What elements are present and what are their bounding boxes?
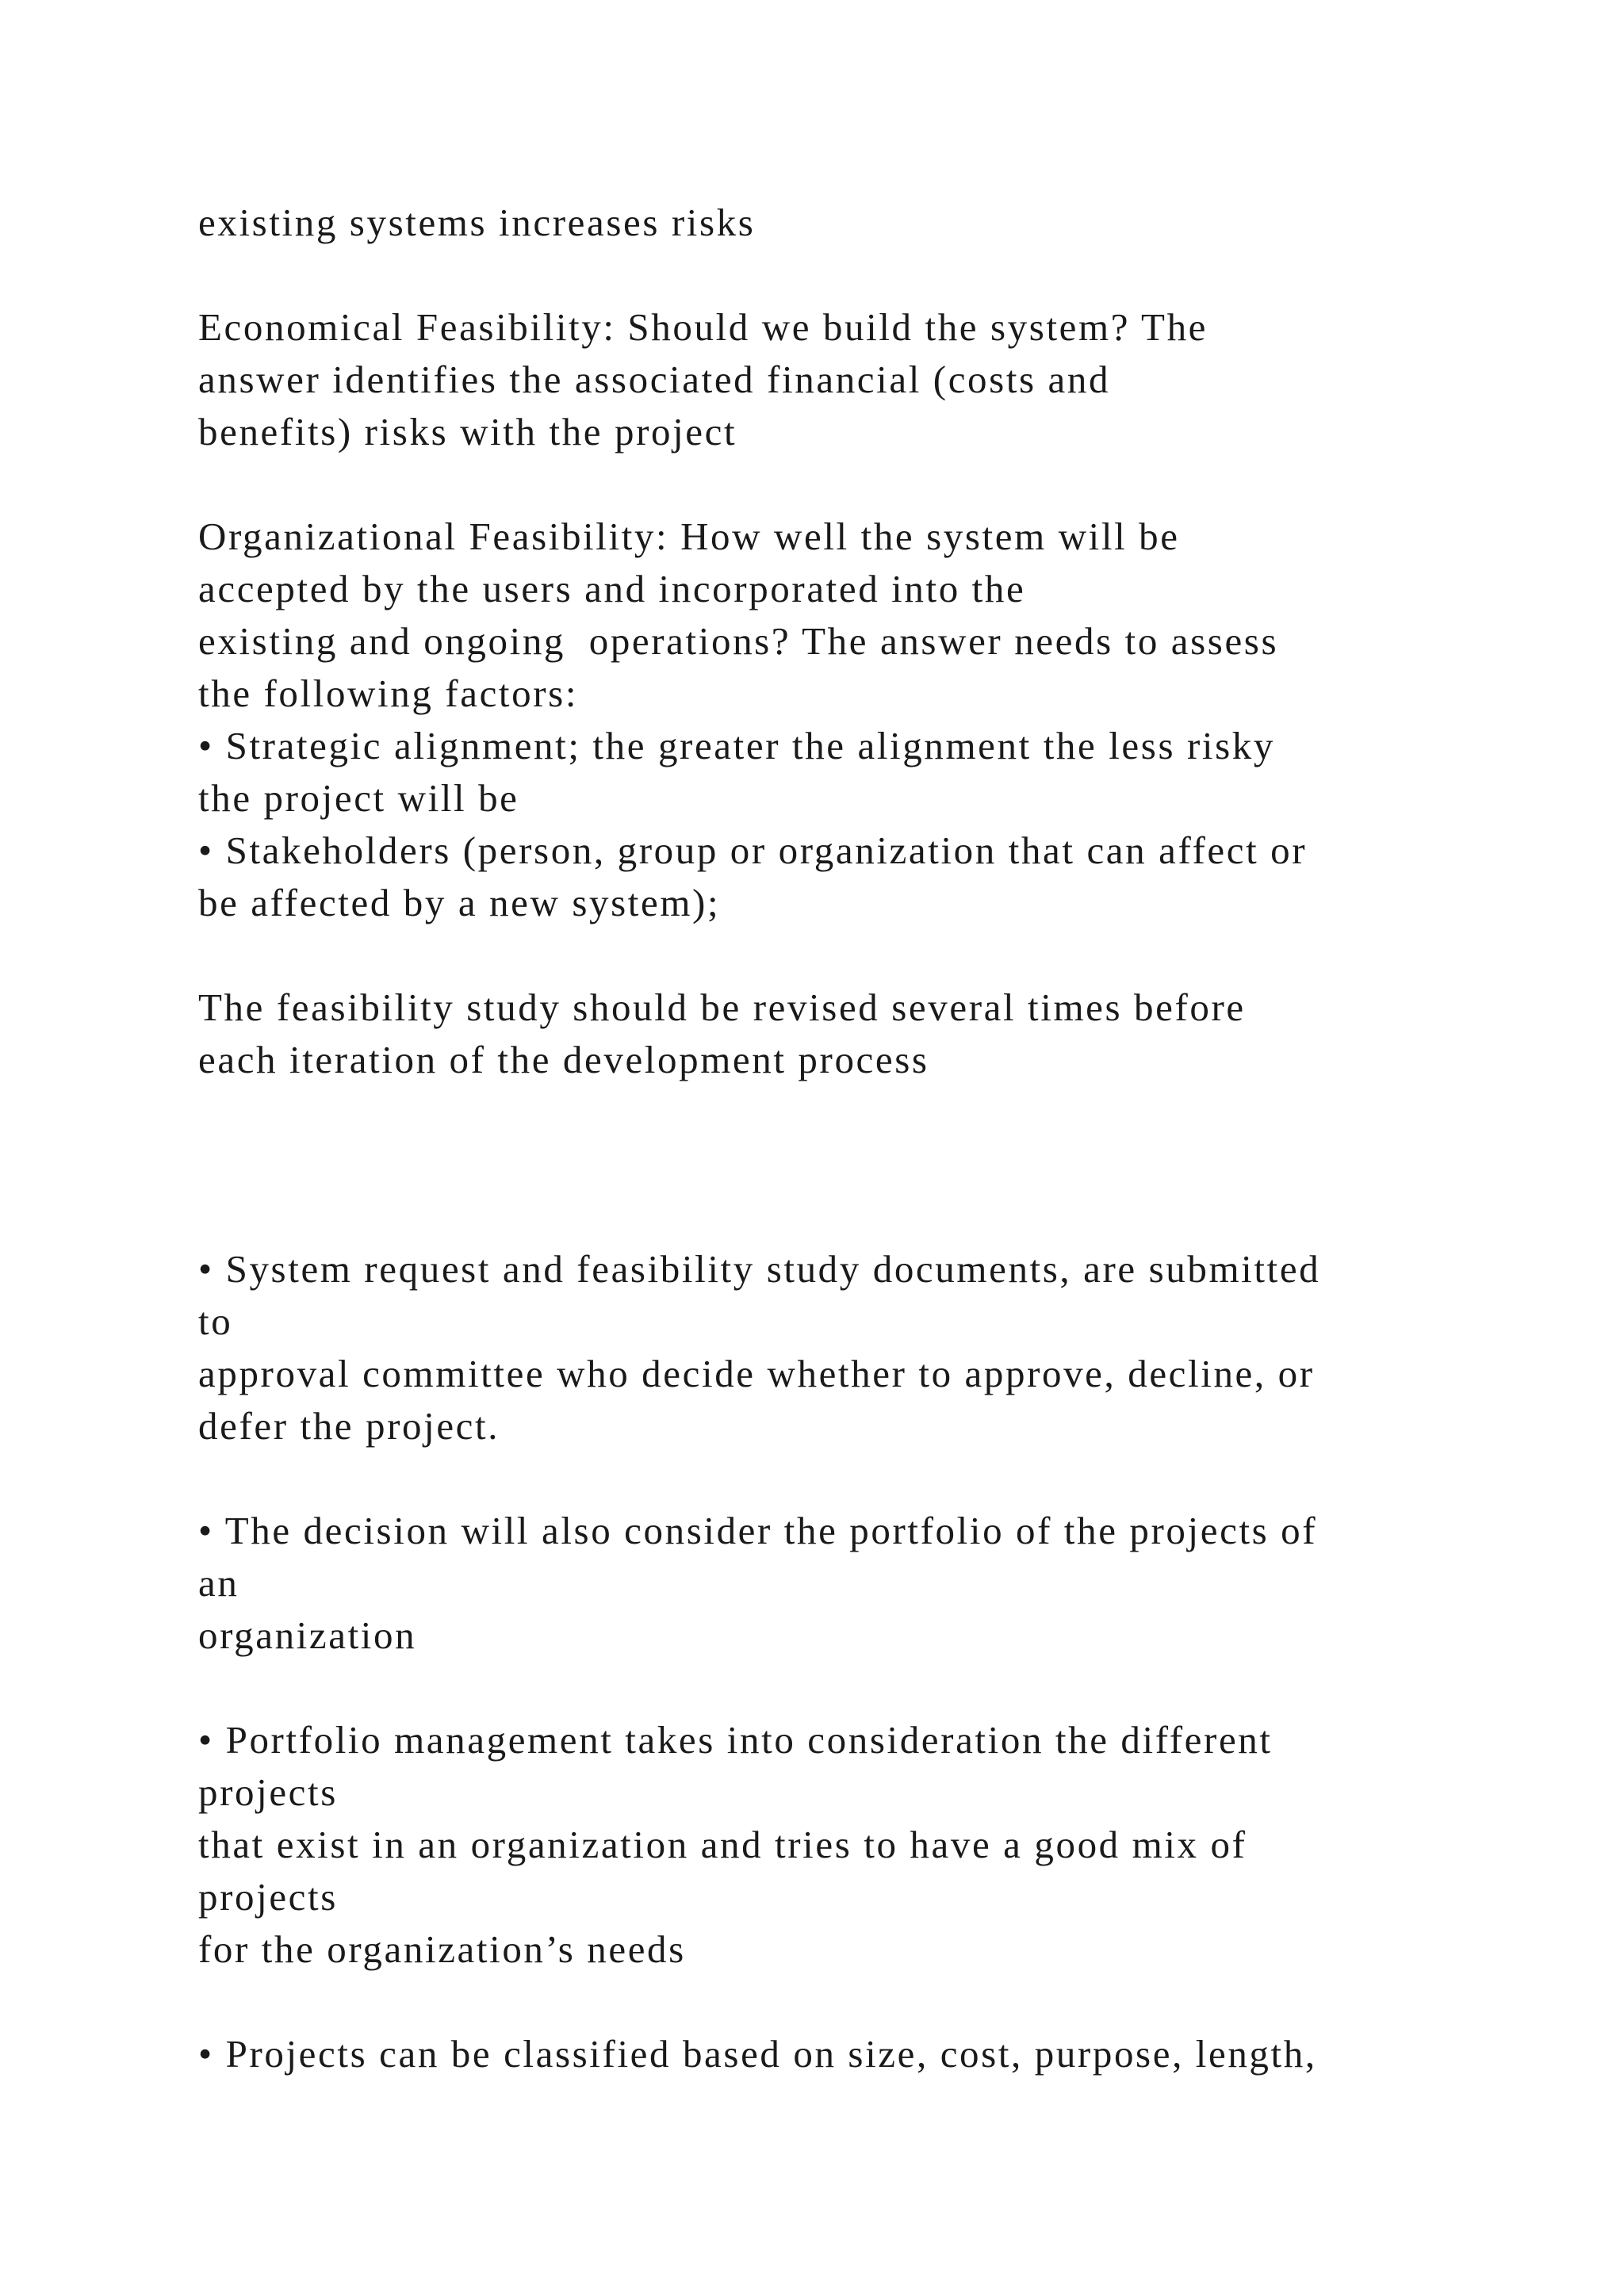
bullet-project-classification: • Projects can be classified based on size, cost, purpose, length, <box>198 2032 1317 2076</box>
text-line: approval committee who decide whether to approve, decline, or <box>198 1352 1315 1395</box>
text-line: answer identifies the associated financial (costs and <box>198 358 1111 401</box>
bullet-system-request: • System request and feasibility study documents, are submitted <box>198 1247 1321 1291</box>
bullet-strategic-alignment: • Strategic alignment; the greater the alignment the less risky <box>198 724 1275 767</box>
text-line: the project will be <box>198 776 519 820</box>
text-line: be affected by a new system); <box>198 881 721 924</box>
text-line: an <box>198 1561 239 1605</box>
text-line: projects <box>198 1770 338 1814</box>
text-line: accepted by the users and incorporated into the <box>198 567 1026 610</box>
text-line: defer the project. <box>198 1404 500 1448</box>
paragraph-organizational-feasibility: Organizational Feasibility: How well the system will be <box>198 515 1180 558</box>
text-line: that exist in an organization and tries to have a good mix of <box>198 1823 1247 1866</box>
text-line: existing and ongoing operations? The answer needs to assess <box>198 619 1279 663</box>
paragraph-feasibility-revision: The feasibility study should be revised several times before <box>198 985 1246 1029</box>
text-line: the following factors: <box>198 672 579 715</box>
text-line: to <box>198 1299 233 1343</box>
text-line: benefits) risks with the project <box>198 410 737 453</box>
bullet-stakeholders: • Stakeholders (person, group or organization that can affect or <box>198 828 1308 872</box>
text-line: each iteration of the development process <box>198 1038 929 1081</box>
text-line: for the organization’s needs <box>198 1927 686 1971</box>
bullet-decision-portfolio: • The decision will also consider the portfolio of the projects of <box>198 1509 1318 1552</box>
text-line: organization <box>198 1613 417 1657</box>
bullet-portfolio-management: • Portfolio management takes into consideration the different <box>198 1718 1273 1762</box>
text-line: projects <box>198 1875 338 1919</box>
text-line: existing systems increases risks <box>198 201 756 244</box>
paragraph-economical-feasibility: Economical Feasibility: Should we build the system? The <box>198 305 1208 349</box>
